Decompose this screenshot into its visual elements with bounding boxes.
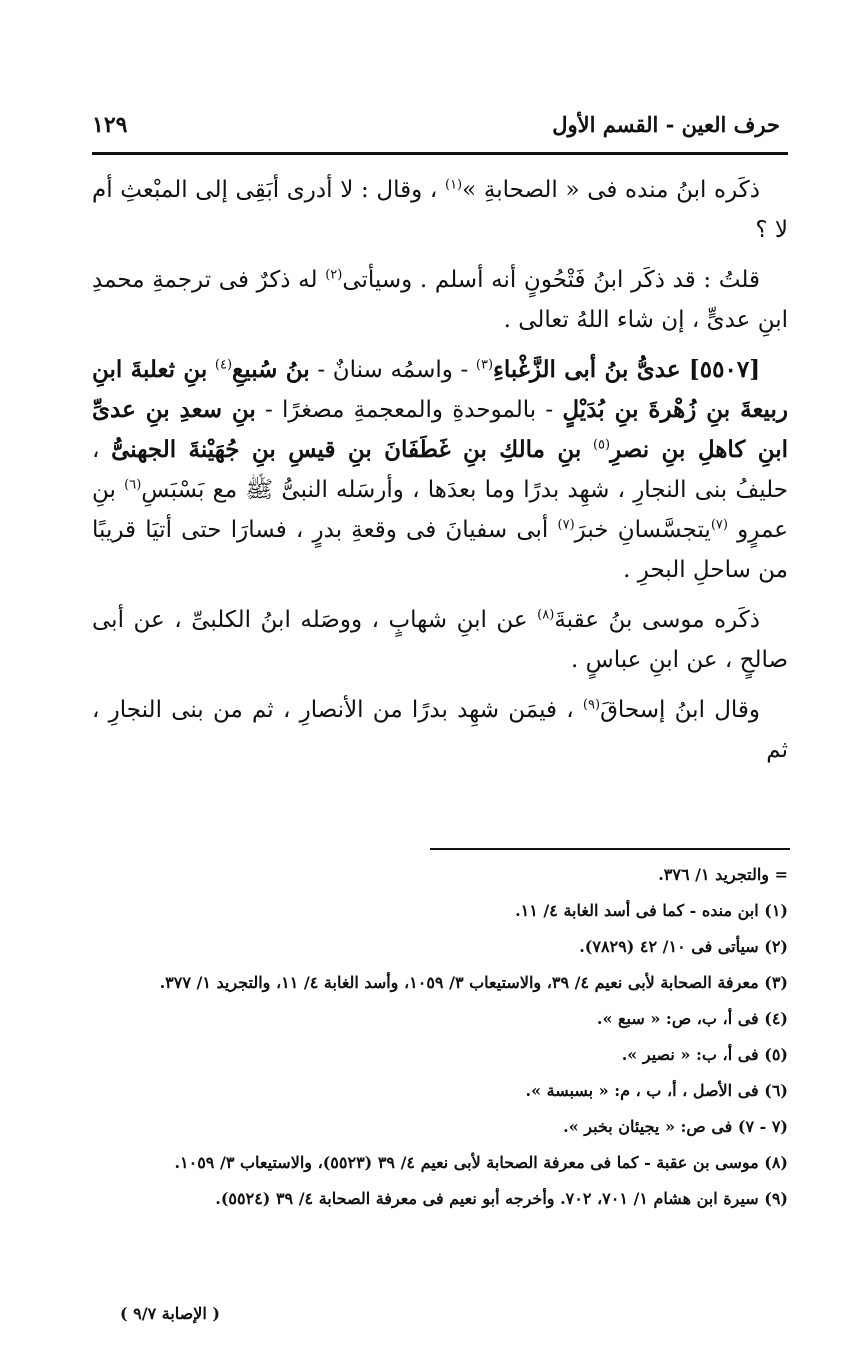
text-run: أبى سفيانَ فى وقعةِ بدرٍ ، فسارَا حتى أتيَا قريبًا من ساحلِ البحرِ .	[92, 517, 788, 583]
footnote-ref: (٥)	[592, 437, 611, 453]
entry-heading: [٥٥٠٧] عدىُّ بنُ أبى الزَّغْباءِ	[493, 356, 761, 383]
text-run: ذكَره ابنُ منده فى « الصحابةِ »	[462, 177, 760, 203]
text-run: بنِ سعدِ بنِ عدىِّ ابنِ كاهلِ بنِ نصرِ	[92, 396, 789, 463]
text-run: بنِ ثعلبةَ ابنِ ربيعةَ بنِ زُهْرةَ بنِ بُدَيْلٍ	[92, 356, 788, 423]
footnote: (٤) فى أ، ب، ص: « سبع ».	[596, 1009, 788, 1028]
signature-mark: ( الإصابة ٩/٧ )	[120, 1304, 220, 1323]
footnote-ref: (٨)	[537, 607, 555, 623]
footnote: (٦) فى الأصل ، أ، ب ، م: « بسبسة ».	[525, 1081, 788, 1100]
paragraph-4	[92, 600, 788, 680]
text-run: - بالموحدةِ والمعجمةِ مصغرًا -	[265, 397, 554, 423]
text-run: ، وقال : لا أدرى أبَقِى إلى المبْعثِ أم لا ؟	[92, 177, 788, 243]
footnote: (٧ - ٧) فى ص: « يجيئان بخبر ».	[563, 1117, 788, 1136]
running-title: حرف العين - القسم الأول	[552, 112, 780, 137]
footnote: (٩) سيرة ابن هشام ١/ ٧٠١، ٧٠٢. وأخرجه أبو نعيم فى معرفة الصحابة ٤/ ٣٩ (٥٥٢٤).	[215, 1189, 788, 1208]
footnotes	[92, 860, 788, 1220]
page-number: ١٢٩	[92, 112, 128, 138]
paragraph-2	[92, 260, 788, 340]
text-run: - واسمُه سنانٌ -	[317, 357, 469, 383]
page-header	[92, 112, 788, 152]
footnote-ref: (٧)	[557, 517, 575, 533]
footnote-ref: (٩)	[582, 697, 601, 713]
paragraph-5	[92, 690, 788, 770]
footnote: = والتجريد ١/ ٣٧٦.	[658, 865, 788, 884]
paragraph-1	[92, 170, 788, 250]
text-run: بنِ مالكِ بنِ غَطَفَانَ بنِ قيسِ بنِ جُهَيْنةَ الجهنىُّ	[111, 436, 582, 463]
footnote-ref: (٢)	[325, 267, 343, 283]
footnote-ref: (٣)	[475, 357, 494, 373]
footnote-ref: (٤)	[214, 357, 233, 373]
entry-5507	[92, 350, 788, 590]
text-run: بنُ سُبيعِ	[232, 356, 310, 383]
main-text	[92, 170, 788, 780]
text-run: له ذكرٌ فى ترجمةِ محمدِ ابنِ عدىٍّ ، إن شاء اللهُ تعالى .	[92, 267, 788, 333]
text-run: ، حليفُ بنى النجارِ ، شهِد بدرًا وما بعدَها ، وأرسَله النبىُّ ﷺ مع بَسْبَسِ	[92, 437, 788, 503]
footnote: (٥) فى أ، ب: « نصير ».	[621, 1045, 788, 1064]
text-run: وقال ابنُ إسحاقَ	[600, 697, 761, 723]
footnote: (٣) معرفة الصحابة لأبى نعيم ٤/ ٣٩، والاستيعاب ٣/ ١٠٥٩، وأسد الغابة ٤/ ١١، والتجريد ١/ ٣٧٧.	[159, 973, 788, 992]
footnote: (٢) سيأتى فى ١٠/ ٤٢ (٧٨٢٩).	[579, 937, 788, 956]
footnote-rule	[430, 848, 790, 850]
text-run: قلتُ : قد ذكَر ابنُ فَتْحُونٍ أنه أسلم . وسيأتى	[342, 267, 760, 293]
header-rule	[92, 152, 788, 155]
footnote: (١) ابن منده - كما فى أسد الغابة ٤/ ١١.	[515, 901, 788, 920]
text-run: عن ابنِ شهابٍ ، ووصَله ابنُ الكلبىِّ ، عن أبى صالحٍ ، عن ابنِ عباسٍ .	[92, 607, 788, 673]
footnote-ref: (٦)	[124, 477, 142, 493]
text-run: يتجسَّسانِ خبرَ	[574, 517, 711, 543]
text-run: ، فيمَن شهِد بدرًا من الأنصارِ ، ثم من بنى النجارِ ، ثم	[92, 697, 788, 763]
footnote: (٨) موسى بن عقبة - كما فى معرفة الصحابة لأبى نعيم ٤/ ٣٩ (٥٥٢٣)، والاستيعاب ٣/ ١٠٥٩.	[174, 1153, 788, 1172]
text-run: بنِ عمرٍو	[92, 477, 788, 543]
footnote-ref: (١)	[444, 177, 463, 193]
text-run: ذكَره موسى بنُ عقبةَ	[554, 607, 760, 633]
footnote-ref: (٧)	[710, 517, 728, 533]
